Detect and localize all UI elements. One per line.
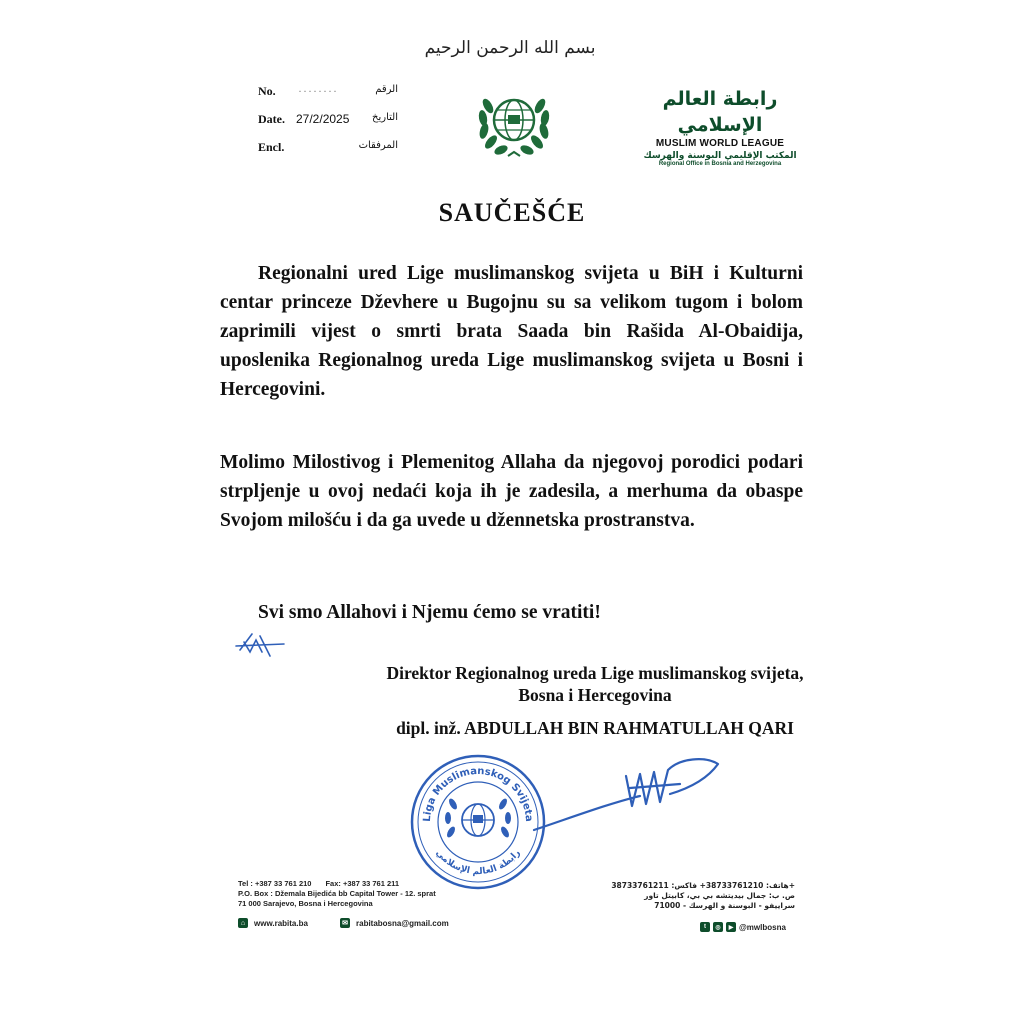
mail-icon: ✉ bbox=[340, 918, 350, 928]
email-text: rabitabosna@gmail.com bbox=[356, 918, 449, 928]
footer-contact-latin bbox=[238, 879, 436, 909]
date-label-arabic: التاريخ bbox=[372, 112, 398, 123]
director-title bbox=[360, 662, 830, 706]
footer-contact-arabic bbox=[580, 881, 795, 911]
twitter-icon[interactable]: t bbox=[700, 922, 710, 932]
youtube-icon[interactable]: ▶ bbox=[726, 922, 736, 932]
letter-paragraph-1: Regionalni ured Lige muslimanskog svijeta u BiH i Kulturni centar princeze Dževhere u Bugojnu su sa velikom tugom i bolom zaprimili vijest o smrti brata Saada bin Rašida Al-Obaidija, uposlenika Regionalnog ureda Lige muslimanskog svijeta u Bosni i Hercegovini. bbox=[220, 263, 803, 400]
logo-english-subtitle: Regional Office in Bosnia and Herzegovina bbox=[658, 161, 782, 167]
closing-line: Svi smo Allahovi i Njemu ćemo se vratiti! bbox=[258, 602, 601, 623]
stamp-bottom-text: رابطة العالم الإسلامي bbox=[433, 848, 523, 878]
director-name: dipl. inž. ABDULLAH BIN RAHMATULLAH QARI bbox=[396, 718, 794, 738]
website-link[interactable] bbox=[238, 918, 308, 928]
enclosure-label-arabic: المرفقات bbox=[358, 140, 398, 151]
logo-arabic-subtitle: المكتب الإقليمي البوسنة والهرسك bbox=[643, 151, 797, 161]
reference-block bbox=[258, 84, 398, 168]
initials-signature bbox=[230, 628, 290, 660]
email-link[interactable] bbox=[340, 918, 449, 928]
logo-english-title: MUSLIM WORLD LEAGUE bbox=[655, 138, 785, 149]
date-row bbox=[258, 112, 398, 140]
redacted-number: ········ bbox=[298, 84, 338, 98]
footer-arabic-address: ص. ب: جمال بيديتشه بي بي، كابيتل تاور bbox=[644, 891, 795, 900]
basmala: بسم الله الرحمن الرحيم bbox=[424, 38, 596, 58]
number-label-arabic: الرقم bbox=[375, 84, 398, 95]
globe-emblem-icon bbox=[474, 82, 554, 162]
instagram-icon[interactable]: ◎ bbox=[713, 922, 723, 932]
social-links[interactable] bbox=[700, 922, 786, 932]
mwl-logo bbox=[630, 86, 810, 166]
footer-arabic-phone: هاتف: 38733761210+ فاكس: 38733761211+ bbox=[611, 881, 795, 890]
letter-title: SAUČEŠĆE bbox=[438, 198, 586, 227]
director-line-2: Bosna i Hercegovina bbox=[518, 685, 672, 705]
footer-city: 71 000 Sarajevo, Bosna i Hercegovina bbox=[238, 899, 373, 908]
logo-arabic-title: رابطة العالم الإسلامي bbox=[662, 88, 778, 136]
social-handle: @mwlbosna bbox=[739, 922, 786, 932]
footer-arabic-city: 71000 - سراييفو - البوسنة و الهرسك bbox=[654, 901, 795, 910]
footer-pobox: P.O. Box : Džemala Bijedića bb Capital Tower - 12. sprat bbox=[238, 889, 436, 898]
stamp-top-text: Liga Muslimanskog Svijeta bbox=[421, 765, 535, 823]
reference-number-row bbox=[258, 84, 398, 112]
date-label: Date. bbox=[258, 112, 285, 126]
number-label: No. bbox=[258, 84, 276, 98]
date-value: 27/2/2025 bbox=[296, 112, 350, 126]
footer-tel: Tel : +387 33 761 210 bbox=[238, 879, 312, 888]
official-stamp bbox=[408, 752, 548, 892]
director-signature bbox=[530, 748, 730, 838]
footer-fax: Fax: +387 33 761 211 bbox=[325, 879, 400, 888]
enclosure-label: Encl. bbox=[258, 140, 285, 154]
letter-paragraph-2: Molimo Milostivog i Plemenitog Allaha da njegovoj porodici podari strpljenje u ovoj nedaći koja ih je zadesila, a merhuma da obaspe Svojom milošću i da ga uvede u džennetska prostranstva. bbox=[220, 452, 803, 531]
home-icon: ⌂ bbox=[238, 918, 248, 928]
website-text: www.rabita.ba bbox=[254, 918, 308, 928]
enclosure-row bbox=[258, 140, 398, 168]
director-line-1: Direktor Regionalnog ureda Lige muslimanskog svijeta, bbox=[386, 663, 804, 683]
